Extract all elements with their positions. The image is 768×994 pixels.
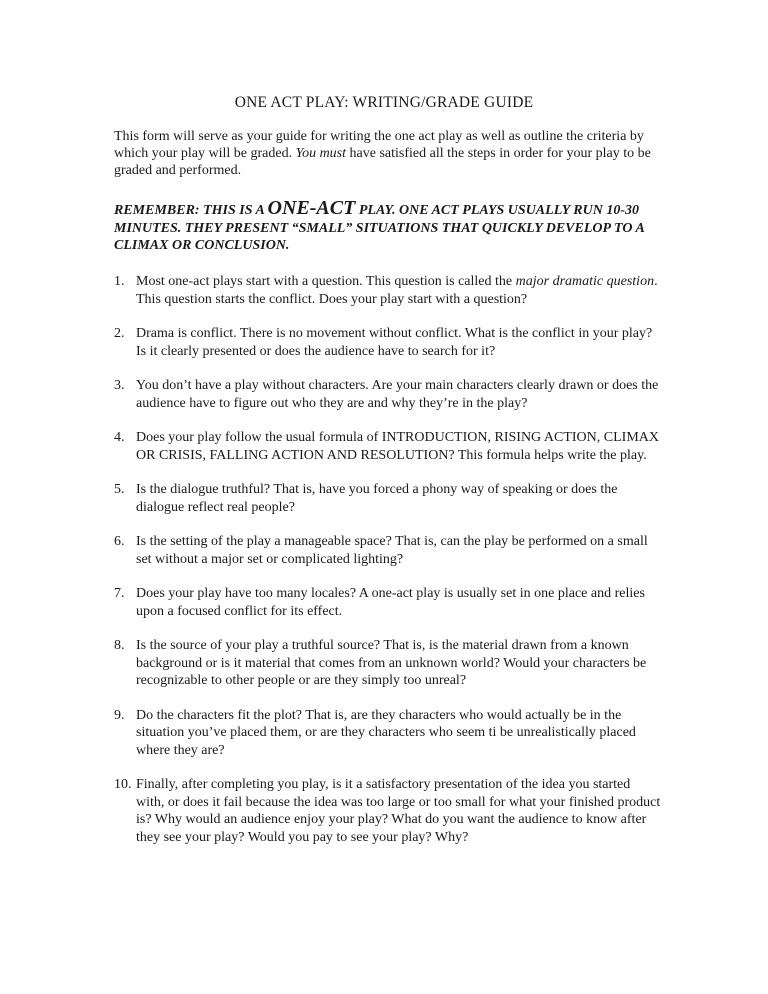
list-item — [114, 533, 662, 568]
list-item — [114, 637, 662, 690]
page-title: ONE ACT PLAY: WRITING/GRADE GUIDE — [234, 94, 534, 111]
item-text: Do the characters fit the plot? That is, are they characters who would actually be in the situation you’ve placed them, or are they characters who seem ti be unrealistically placed where they are? — [136, 707, 636, 758]
item-number: 10. — [114, 777, 132, 792]
criteria-list — [114, 273, 662, 846]
list-item — [114, 707, 662, 760]
list-item — [114, 776, 662, 846]
remember-note — [114, 197, 654, 255]
item-text: Is the setting of the play a manageable space? That is, can the play be performed on a small set without a major set or complicated lighting? — [136, 534, 648, 567]
list-item — [114, 481, 662, 516]
item-text: Drama is conflict. There is no movement without conflict. What is the conflict in your play? Is it clearly presented or does the audience have to search for it? — [136, 326, 653, 359]
item-number: 2. — [114, 326, 125, 341]
list-item — [114, 377, 662, 412]
item-text-end: . This question starts the conflict. Does your play start with a question? — [136, 274, 658, 307]
intro-text-end: have satisfied all the steps in order for your play to be graded and performed. — [114, 146, 651, 178]
list-item — [114, 325, 662, 360]
list-item — [114, 273, 662, 308]
item-number: 7. — [114, 586, 125, 601]
item-text: Does your play follow the usual formula of INTRODUCTION, RISING ACTION, CLIMAX OR CRISIS, FALLING ACTION AND RESOLUTION? This formula helps write the play. — [136, 430, 659, 463]
item-number: 4. — [114, 430, 125, 445]
list-item — [114, 429, 662, 464]
intro-emphasis: You must — [295, 146, 347, 161]
intro-text-start: This form will serve as your guide for writing the one act play as well as outline the criteria by which your play will be graded. — [114, 129, 644, 161]
item-number: 3. — [114, 378, 125, 393]
item-text: Is the source of your play a truthful source? That is, is the material drawn from a known background or is it material that comes from an unknown world? Would your characters be recognizable to other people or are they simply too unreal? — [136, 638, 647, 688]
item-text: Is the dialogue truthful? That is, have you forced a phony way of speaking or does the dialogue reflect real people? — [136, 482, 618, 515]
item-number: 6. — [114, 534, 125, 549]
item-emphasis: major dramatic question — [515, 274, 655, 289]
remember-text-start: REMEMBER: THIS IS A — [114, 203, 268, 218]
intro-paragraph — [114, 128, 654, 179]
item-text: Does your play have too many locales? A one-act play is usually set in one place and relies upon a focused conflict for its effect. — [136, 586, 645, 619]
list-item — [114, 585, 662, 620]
remember-one-act: ONE-ACT — [267, 197, 356, 219]
remember-text-end: PLAY. ONE ACT PLAYS USUALLY RUN 10-30 MINUTES. THEY PRESENT “SMALL” SITUATIONS THAT QUICKLY DEVELOP TO A CLIMAX OR CONCLUSION. — [114, 203, 645, 253]
item-text: You don’t have a play without characters. Are your main characters clearly drawn or does the audience have to figure out who they are and why they’re in the play? — [136, 378, 659, 411]
item-number: 1. — [114, 274, 125, 289]
item-text-start: Most one-act plays start with a question. This question is called the — [136, 274, 516, 289]
item-number: 9. — [114, 707, 125, 723]
item-text: Finally, after completing you play, is it a satisfactory presentation of the idea you started with, or does it fail because the idea was too large or too small for what your finished product is? Why would an audience enjoy your play? What do you want the audience to know after they see your play? Would you pay to see your play? Why? — [136, 777, 661, 845]
item-number: 8. — [114, 638, 125, 653]
item-number: 5. — [114, 482, 125, 497]
